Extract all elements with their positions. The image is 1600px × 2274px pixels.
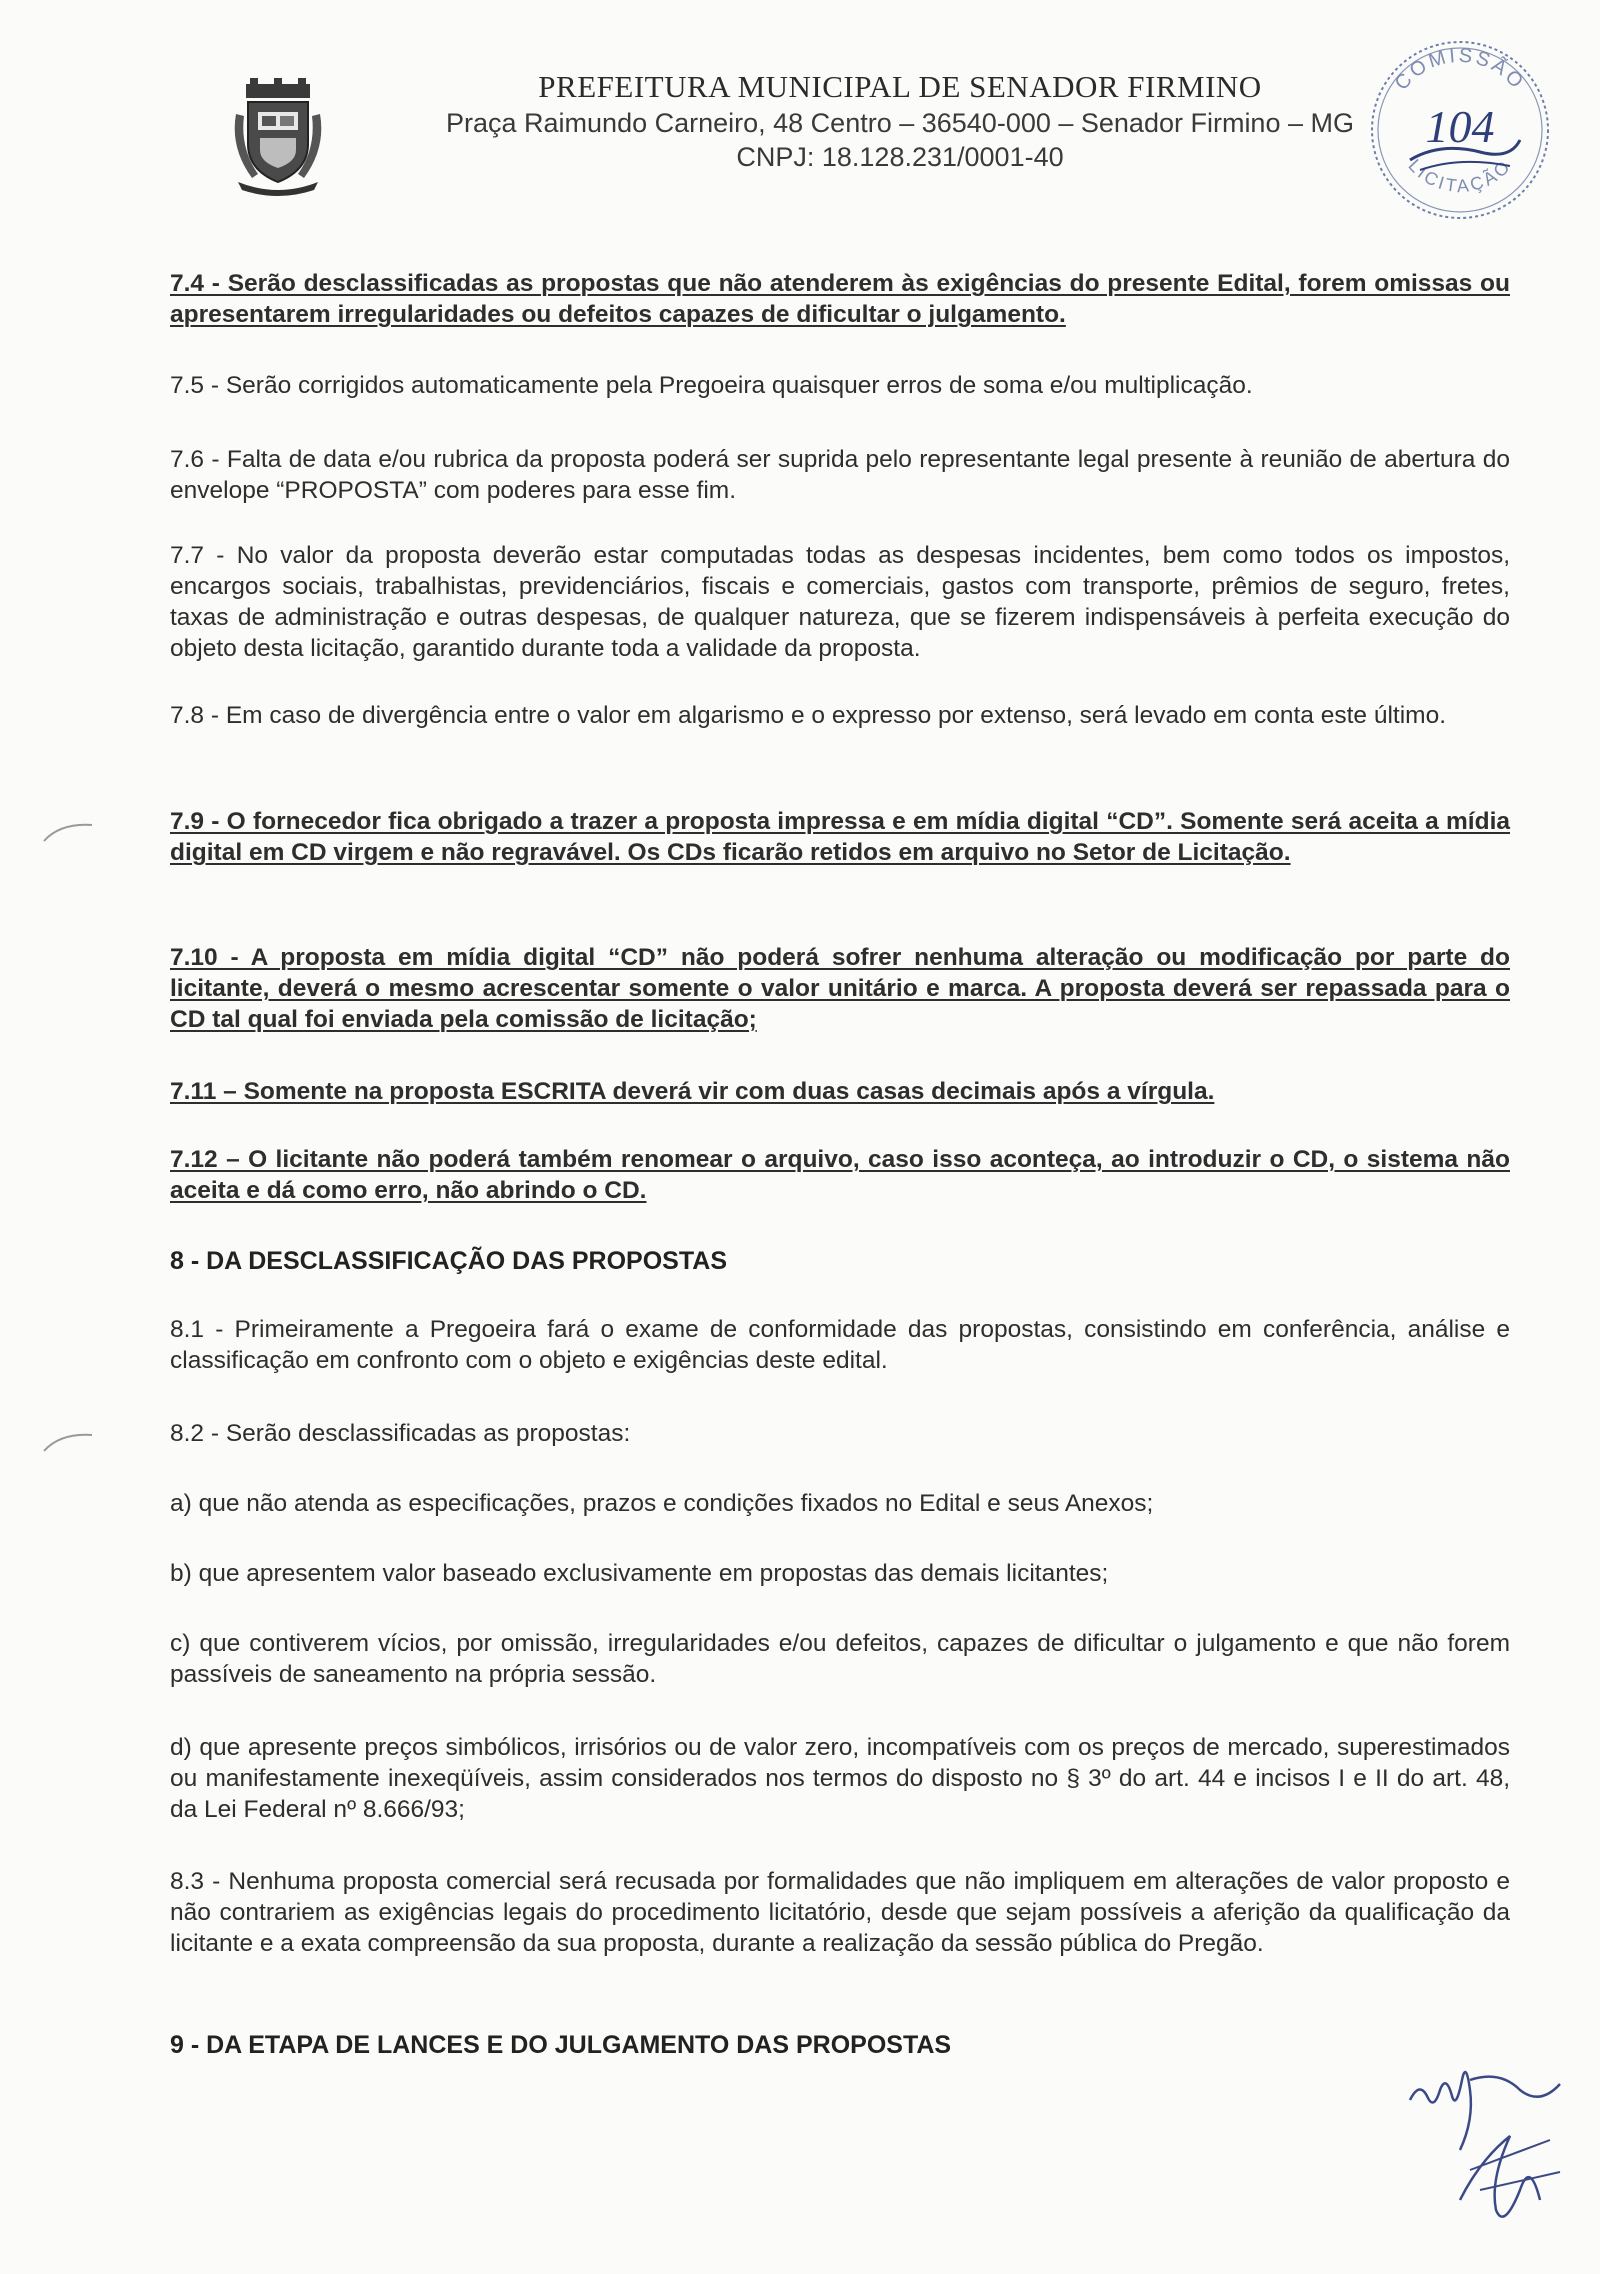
clause-7-4: 7.4 - Serão desclassificadas as propostas que não atenderem às exigências do presente Edital, forem omissas ou apresentarem irregularidades ou defeitos capazes de dificultar o julgamento. xyxy=(170,270,1510,328)
margin-mark xyxy=(40,815,100,845)
commission-stamp xyxy=(1360,30,1560,230)
clause-7-10: 7.10 - A proposta em mídia digital “CD” não poderá sofrer nenhuma alteração ou modificação por parte do licitante, deverá o mesmo acrescentar somente o valor unitário e marca. A proposta deverá ser repassada para o CD tal qual foi enviada pela comissão de licitação; xyxy=(170,944,1510,1033)
municipality-cnpj: CNPJ: 18.128.231/0001-40 xyxy=(736,142,1064,172)
municipality-address: Praça Raimundo Carneiro, 48 Centro – 36540-000 – Senador Firmino – MG xyxy=(446,108,1354,138)
margin-mark xyxy=(40,1425,100,1455)
clause-8-3: 8.3 - Nenhuma proposta comercial será recusada por formalidades que não impliquem em alterações de valor proposto e não contrariem as exigências legais do procedimento licitatório, desde que sejam possíveis a aferição da qualificação da licitante e a exata compreensão da sua proposta, durante a realização da sessão pública do Pregão. xyxy=(170,1868,1510,1957)
clause-7-9: 7.9 - O fornecedor fica obrigado a trazer a proposta impressa e em mídia digital “CD”. Somente será aceita a mídia digital em CD virgem e não regravável. Os CDs ficarão retidos em arquivo no Setor de Licitação. xyxy=(170,808,1510,866)
section-heading-9: 9 - DA ETAPA DE LANCES E DO JULGAMENTO DAS PROPOSTAS xyxy=(170,2031,952,2059)
section-heading-8: 8 - DA DESCLASSIFICAÇÃO DAS PROPOSTAS xyxy=(170,1247,727,1275)
clause-7-5: 7.5 - Serão corrigidos automaticamente pela Pregoeira quaisquer erros de soma e/ou multiplicação. xyxy=(170,372,1253,399)
clause-8-1: 8.1 - Primeiramente a Pregoeira fará o exame de conformidade das propostas, consistindo em conferência, análise e classificação em confronto com o objeto e exigências deste edital. xyxy=(170,1316,1510,1374)
clause-8-2-b: b) que apresentem valor baseado exclusivamente em propostas das demais licitantes; xyxy=(170,1560,1109,1587)
svg-text:COMISSÃO xyxy=(1391,45,1529,95)
clause-8-2-c: c) que contiverem vícios, por omissão, irregularidades e/ou defeitos, capazes de dificultar o julgamento e que não forem passíveis de saneamento na própria sessão. xyxy=(170,1630,1510,1688)
handwritten-signature xyxy=(1400,2040,1580,2240)
clause-7-6: 7.6 - Falta de data e/ou rubrica da proposta poderá ser suprida pelo representante legal presente à reunião de abertura do envelope “PROPOSTA” com poderes para esse fim. xyxy=(170,446,1510,504)
clause-7-8: 7.8 - Em caso de divergência entre o valor em algarismo e o expresso por extenso, será levado em conta este último. xyxy=(170,702,1447,729)
clause-7-12: 7.12 – O licitante não poderá também renomear o arquivo, caso isso aconteça, ao introduzir o CD, o sistema não aceita e dá como erro, não abrindo o CD. xyxy=(170,1146,1510,1204)
clause-8-2-a: a) que não atenda as especificações, prazos e condições fixados no Edital e seus Anexos; xyxy=(170,1490,1154,1517)
clause-8-2-d: d) que apresente preços simbólicos, irrisórios ou de valor zero, incompatíveis com os preços de mercado, superestimados ou manifestamente inexeqüíveis, assim considerados nos termos do disposto no § 3º do art. 44 e incisos I e II do art. 48, da Lei Federal nº 8.666/93; xyxy=(170,1734,1510,1823)
clause-7-11: 7.11 – Somente na proposta ESCRITA deverá vir com duas casas decimais após a vírgula. xyxy=(170,1078,1215,1105)
stamp-top-text: COMISSÃO xyxy=(1390,44,1530,95)
municipality-title: PREFEITURA MUNICIPAL DE SENADOR FIRMINO xyxy=(538,69,1262,104)
clause-8-2: 8.2 - Serão desclassificadas as propostas: xyxy=(170,1420,631,1447)
clause-7-7: 7.7 - No valor da proposta deverão estar computadas todas as despesas incidentes, bem como todos os impostos, encargos sociais, trabalhistas, previdenciários, fiscais e comerciais, gastos com transporte, prêmios de seguro, fretes, taxas de administração e outras despesas, de qualquer natureza, que se fizerem indispensáveis à perfeita execução do objeto desta licitação, garantido durante toda a validade da proposta. xyxy=(170,542,1510,662)
letterhead xyxy=(420,68,1380,174)
municipal-crest-icon xyxy=(228,78,328,196)
stamp-bottom-text: LICITAÇÃO xyxy=(1404,155,1516,197)
stamp-number: 104 xyxy=(1425,101,1495,152)
